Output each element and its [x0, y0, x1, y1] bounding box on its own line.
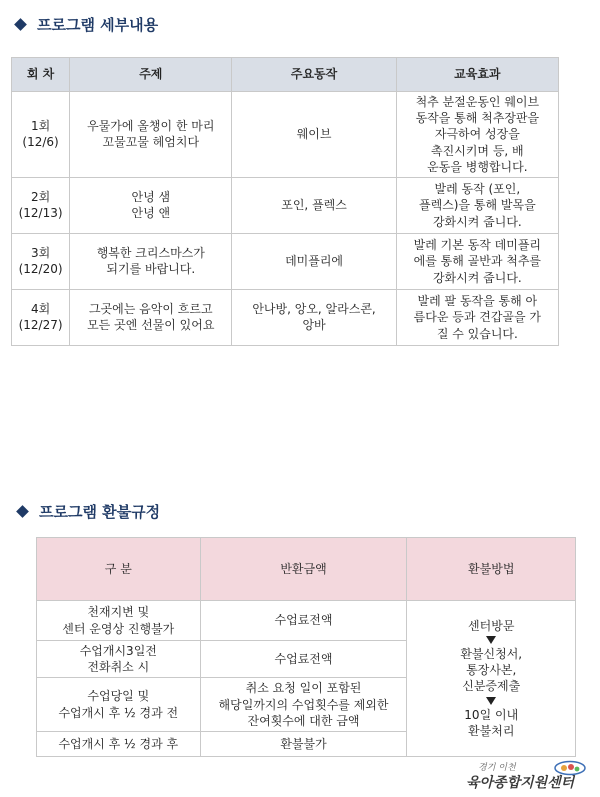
diamond-bullet-icon	[16, 505, 29, 518]
effect-cell: 발레 팔 동작을 통해 아 름다운 등과 견갑골을 가 질 수 있습니다.	[396, 289, 558, 345]
method-step1: 센터방문	[468, 618, 515, 633]
table-header-row	[12, 58, 559, 92]
down-triangle-icon	[486, 636, 496, 644]
round-cell: 4회 (12/27)	[12, 289, 70, 345]
topic-cell: 안녕 샘 안녕 앤	[70, 177, 232, 233]
header-move: 주요동작	[232, 58, 396, 92]
logo-main-text: 육아종합지원센터	[466, 775, 575, 791]
method-cell: 센터방문 환불신청서, 통장사본, 신분증제출 10일 이내 환불처리	[407, 601, 576, 757]
category-cell: 천재지변 및 센터 운영상 진행불가	[37, 601, 201, 641]
effect-cell: 척추 분절운동인 웨이브 동작을 통해 척추장판을 자극하여 성장을 촉진시키며 등, 배 운동을 병행합니다.	[396, 92, 558, 178]
topic-cell: 행복한 크리스마스가 되기를 바랍니다.	[70, 233, 232, 289]
section-title-text: 프로그램 환불규정	[39, 503, 161, 521]
header-round: 회 차	[12, 58, 70, 92]
program-table	[11, 57, 559, 346]
move-cell: 웨이브	[232, 92, 396, 178]
logo-top-text: 경기 이천	[478, 763, 516, 773]
amount-cell: 환불불가	[200, 731, 407, 756]
category-cell: 수업당일 및 수업개시 후 ½ 경과 전	[37, 678, 201, 732]
effect-cell: 발레 동작 (포인, 플렉스)을 통해 발목을 강화시켜 줍니다.	[396, 177, 558, 233]
header-category: 구 분	[37, 538, 201, 601]
table-row	[37, 601, 576, 641]
table-header-row	[37, 538, 576, 601]
header-topic: 주제	[70, 58, 232, 92]
category-cell: 수업개시3일전 전화취소 시	[37, 641, 201, 678]
diamond-bullet-icon	[14, 18, 27, 31]
section-title-program-details	[12, 14, 158, 35]
header-effect: 교육효과	[396, 58, 558, 92]
section-title-refund-policy	[14, 501, 160, 522]
topic-cell: 그곳에는 음악이 흐르고 모든 곳엔 선물이 있어요	[70, 289, 232, 345]
table-row	[12, 233, 559, 289]
round-cell: 3회 (12/20)	[12, 233, 70, 289]
category-cell: 수업개시 후 ½ 경과 후	[37, 731, 201, 756]
round-cell: 1회 (12/6)	[12, 92, 70, 178]
down-triangle-icon	[486, 697, 496, 705]
section-title-text: 프로그램 세부내용	[37, 16, 159, 34]
round-cell: 2회 (12/13)	[12, 177, 70, 233]
table-row	[12, 289, 559, 345]
amount-cell: 수업료전액	[200, 601, 407, 641]
header-method: 환불방법	[407, 538, 576, 601]
amount-cell: 수업료전액	[200, 641, 407, 678]
move-cell: 데미플리에	[232, 233, 396, 289]
header-amount: 반환금액	[200, 538, 407, 601]
topic-cell: 우물가에 올챙이 한 마리 꼬물꼬물 헤엄치다	[70, 92, 232, 178]
family-logo-icon	[554, 760, 586, 776]
center-logo	[466, 760, 594, 794]
table-row	[12, 177, 559, 233]
effect-cell: 발레 기본 동작 데미플리 에를 통해 골반과 척추를 강화시켜 줍니다.	[396, 233, 558, 289]
move-cell: 안나방, 앙오, 알라스콘, 앙바	[232, 289, 396, 345]
move-cell: 포인, 플렉스	[232, 177, 396, 233]
amount-cell: 취소 요청 일이 포함된 해당일까지의 수업횟수를 제외한 잔여횟수에 대한 금액	[200, 678, 407, 732]
table-row	[12, 92, 559, 178]
refund-table	[36, 537, 576, 757]
